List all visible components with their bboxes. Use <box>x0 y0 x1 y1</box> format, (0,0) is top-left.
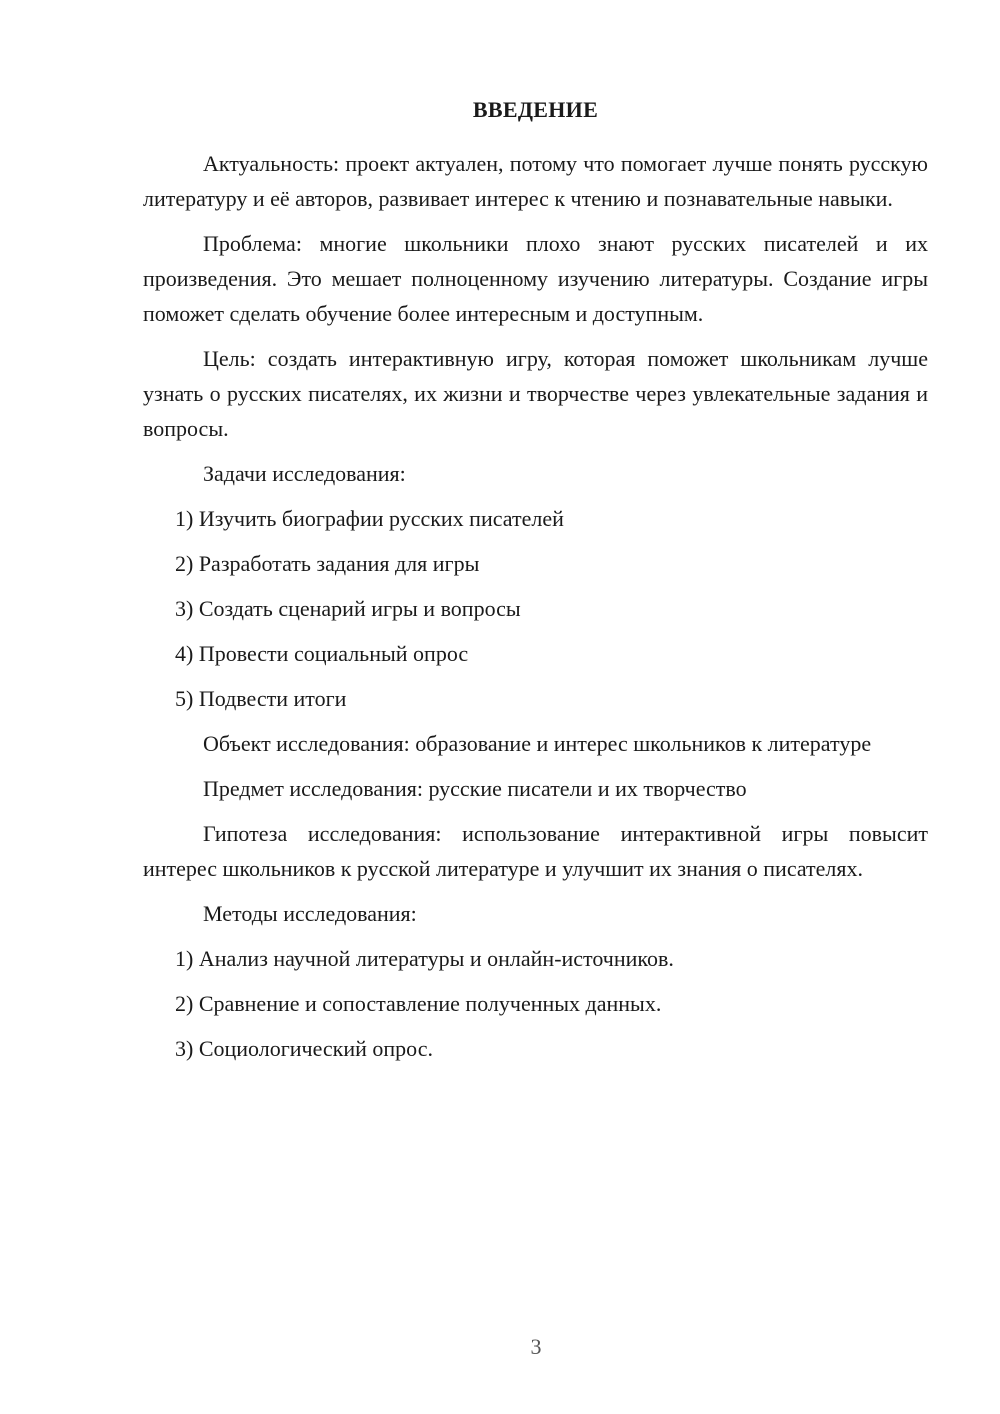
task-item: 3) Создать сценарий игры и вопросы <box>175 596 521 621</box>
tasks-heading: Задачи исследования: <box>203 461 406 486</box>
method-item: 1) Анализ научной литературы и онлайн-источников. <box>175 946 674 971</box>
page-content <box>143 96 928 1076</box>
goal-paragraph: Цель: создать интерактивную игру, которая поможет школьникам лучше узнать о русских писателях, их жизни и творчестве через увлекательные задания и вопросы. <box>143 346 928 441</box>
subject-paragraph: Предмет исследования: русские писатели и их творчество <box>203 776 747 801</box>
page-title: ВВЕДЕНИЕ <box>472 97 599 122</box>
tasks-list <box>143 501 928 716</box>
method-item: 2) Сравнение и сопоставление полученных данных. <box>175 991 662 1016</box>
task-item: 2) Разработать задания для игры <box>175 551 480 576</box>
methods-list <box>143 941 928 1066</box>
task-item: 1) Изучить биографии русских писателей <box>175 506 564 531</box>
problem-paragraph: Проблема: многие школьники плохо знают русских писателей и их произведения. Это мешает полноценному изучению литературы. Создание игры поможет сделать обучение более интересным и доступным. <box>143 231 928 326</box>
methods-heading: Методы исследования: <box>203 901 417 926</box>
relevance-paragraph: Актуальность: проект актуален, потому что помогает лучше понять русскую литературу и её авторов, развивает интерес к чтению и познавательные навыки. <box>143 151 928 211</box>
task-item: 5) Подвести итоги <box>175 686 347 711</box>
object-paragraph: Объект исследования: образование и интерес школьников к литературе <box>203 731 872 756</box>
task-item: 4) Провести социальный опрос <box>175 641 469 666</box>
method-item: 3) Социологический опрос. <box>175 1036 433 1061</box>
page-number: 3 <box>530 1334 542 1359</box>
hypothesis-paragraph: Гипотеза исследования: использование интерактивной игры повысит интерес школьников к русской литературе и улучшит их знания о писателях. <box>143 821 928 881</box>
